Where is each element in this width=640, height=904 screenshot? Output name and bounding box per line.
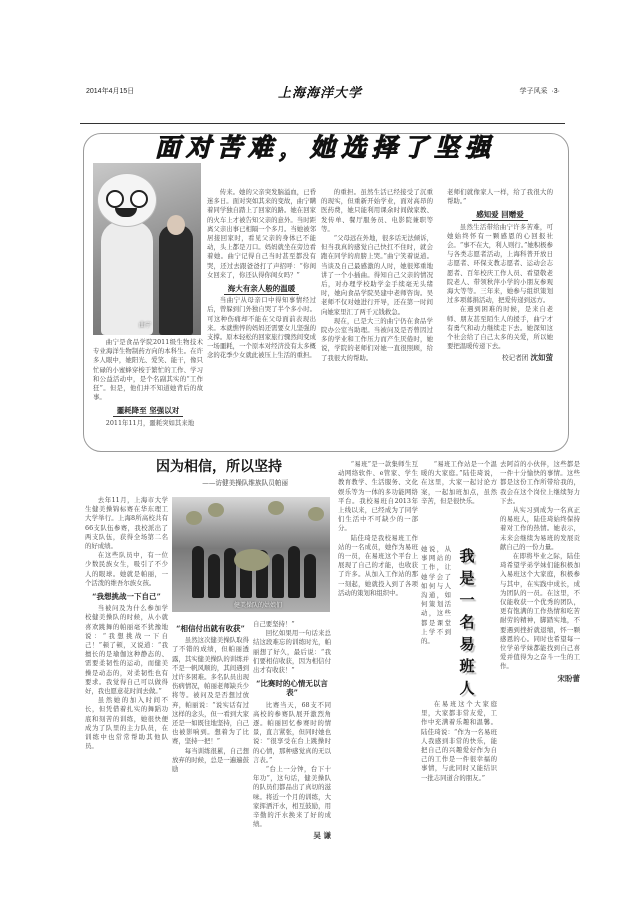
mascot-mouth bbox=[115, 208, 137, 217]
team-member bbox=[208, 554, 220, 598]
article3-column-2-top bbox=[421, 460, 497, 540]
paragraph: 在这些队员中，有一位少数民族女生，吸引了不少人的眼球。她就是帕丽，一个活泼的维吾尔族女孩。 bbox=[85, 551, 168, 587]
photo-caption: 健美操队的姑娘们 bbox=[234, 602, 283, 609]
paragraph: 虽然这次健美操队取得了不错的成绩，但帕丽透露，其实健美操队的训练并不是一帆风顺的，其间遇到过许多困难。多名队员出现伤病情况，帕丽老师缺兵少将等。被问及是否想过放弃，帕丽说：“说实话有过这样的念头，但一看到大家还是一如既往地坚持，自己也被影响到。想着为了比赛，坚持一把！” bbox=[172, 636, 249, 746]
team-member bbox=[288, 546, 300, 598]
team-member bbox=[272, 554, 284, 598]
article1-title: 面对苦难，她选择了坚强 bbox=[154, 133, 496, 162]
section-name: 学子风采 bbox=[519, 88, 548, 95]
paragraph: 虽然她的加入时间不长，但凭借着扎实的舞蹈功底和刻苦的训练，她很快便成为了队里的主力队员，在训练中也常常帮助其他队员。 bbox=[85, 696, 168, 751]
paragraph: 老师们就像家人一样，给了我很大的帮助。” bbox=[447, 188, 553, 206]
article3-column-2-bottom bbox=[421, 700, 497, 842]
byline: 校记者团 沈如萤 bbox=[502, 353, 553, 363]
mascot-head bbox=[97, 173, 157, 227]
intro-paragraph: 曲宁是食品学院2011级生物技术专业海洋生物制药方向的本科生。在许多人眼中，她阳光、爱笑、能干，像只忙碌的小蜜蜂穿梭于繁忙的工作、学习和公益活动中，是个名副其实的“工作狂”。但是，他们并不知道她背后的故事。 bbox=[93, 338, 203, 402]
article3-column-3 bbox=[500, 460, 580, 842]
paragraph: 当曲宁从母亲口中得知事情经过后，曾躲到门外独自哭了半个多小时。可这种伤痛却不能在父母面前表现出来。本就憔悴的妈妈还需要女儿坚强的支撑。原本轻松的回家旅行骤然间变成一场噩耗，一个原本对经济没有太多概念的花季少女就此被压上生活的重担。 bbox=[207, 296, 316, 360]
paragraph: 当被问及为什么参加学校健美操队的时候，从小就喜欢跳舞的帕丽毫不犹豫地说：“我想挑战一下自己！”顿了顿，又说道：“我擅长的是瑜伽这种静态的、需要柔韧性的运动，而健美操是动态的，对柔韧性也有要求。我觉得自己可以做得好，我也愿意花时间去做。” bbox=[85, 604, 168, 696]
paragraph: 去年11月，上海市大学生健美操锦标赛在华东理工大学举行。上海8所高校共有66支队伍参赛，我校派出了两支队伍，获得全场第二名的好成绩。 bbox=[85, 496, 168, 551]
pompom bbox=[268, 501, 284, 515]
article2-subtitle: ——访健美操队维族队员帕丽 bbox=[202, 479, 288, 487]
issue-date: 2014年4月15日 bbox=[86, 88, 135, 95]
section-label bbox=[520, 86, 560, 96]
article3-column-2-side bbox=[421, 545, 451, 695]
paragraph: 现在，已是大三的曲宁仍在食品学院办公室当助理。当被问及是否曾因过多的学业和工作压力而产生厌倦时，她说，学院的老师们对她一直很照顾，给了我很大的帮助。 bbox=[321, 316, 433, 362]
pompom bbox=[234, 549, 270, 571]
paragraph: 在即将毕业之际，陆佳琦希望学弟学妹们能积极加入易班这个大家庭，积极参与其中，在实践中成长，成为团队的一员。在这里，不仅能收获一个优秀的团队，更有饱满的工作热情和吃苦耐劳的精神，脚踏实地，不要遇到挫折就退缩，怀一颗感恩的心。同时也希望每一位学弟学妹都能找到自己喜爱并值得为之奋斗一生的工作。 bbox=[500, 552, 580, 671]
byline: 吴 谦 bbox=[313, 831, 331, 841]
subheading: 噩耗降至 坚强以对 bbox=[93, 406, 203, 415]
paragraph: 在遇到困难的时候，是来自老师、朋友甚至陌生人的援手，曲宁才有勇气和动力继续走下去。她深知这个社会给了自己太多的关爱，所以她要把温暖传递下去。 bbox=[447, 305, 553, 351]
paragraph: 虽然生活带给曲宁许多苦难，可她始终怀有一颗感恩的心回报社会。“事不在大，利人则行。”她积极参与各类志愿者活动，上海科普开放日志愿者、环保支教志愿者、运动会志愿者、百年校庆工作人员、看望敬老院老人、带领秋萍小学的小朋友参观海大等等。三年来，她参与组织策划过多项募捐活动，把爱传递到远方。 bbox=[447, 222, 553, 305]
paragraph: 陆佳琦是我校易班工作站的一名成员，她作为易班的一员，在易班这个平台上展现了自己的才能，也收获了许多。从加入工作站的那一刻起，她就投入到了各项活动的策划和组织中。 bbox=[338, 533, 418, 597]
paragraph: 比赛当天，68支不同高校的参赛队展开激烈角逐。帕丽回忆参赛时的情景，直言紧张，但同时她也说：“很享受在台上跳操时的心情，那种感觉真的无以言表。” bbox=[253, 700, 331, 764]
header-rule bbox=[80, 123, 565, 124]
subheading: 海大有亲人般的温暖 bbox=[207, 284, 316, 293]
masthead-logo: 上海海洋大学 bbox=[277, 86, 362, 101]
paragraph: “易班”是一款集师生互动网络软件、e管家、学生教育教学、生活服务、文化娱乐等为一体的多功能网络平台。我校易班自2013年上线以来，已经成为了同学们生活中不可缺少的一部分。 bbox=[338, 460, 418, 533]
mascot-body bbox=[101, 221, 153, 335]
subheading: 感知爱 回赠爱 bbox=[447, 210, 553, 219]
paragraph: 去阿首的小伙伴，这些都是一件十分愉快的事情。这些都是这份工作所带给我的，我会在这个岗位上继续努力下去。 bbox=[500, 460, 580, 505]
pompom bbox=[308, 507, 324, 521]
pompom bbox=[208, 503, 224, 517]
article1-column-4 bbox=[447, 188, 553, 446]
subheading: “比赛时的心情无以言表” bbox=[256, 679, 328, 698]
article1-column-1 bbox=[93, 338, 203, 448]
paragraph: “易班工作站是一个温暖的大家庭。”陆佳琦说，在这里，大家一起讨论方案，一起加班加点，虽然辛苦，但是很快乐。 bbox=[421, 460, 497, 505]
article2-column-1 bbox=[85, 496, 168, 842]
team-member bbox=[192, 546, 204, 598]
paragraph: “父母远在外地，很多话无法倾诉，但当我真的感觉自己快扛不住时，就会跑在同学的肩膀上哭。”曲宁笑着说道。当谈及自己最感激的人时，她很郑重地讲了一个小插曲。得知自己父亲的情况后，对办理学校助学金手续毫无头绪时，她向食品学院吴建中老师咨询。吴老师不仅对她进行开导，还在第一时间向她家里汇了两千元钱救急。 bbox=[321, 234, 433, 316]
paragraph: 从实习到成为一名真正的易班人，陆佳琦始终保持着对工作的热情。她表示，未来会继续为易班的发展贡献自己的一份力量。 bbox=[500, 506, 580, 551]
paragraph: 传来。她的父亲突发脑溢血，已昏迷多日。面对突如其来的变故，曲宁瞒着同学独自踏上了回家的路。她在回家的火车上才被告知父亲的意外。当时距离父亲出事已相隔一个多月。当她被邻居接回家时，看见父亲的身体已不能动，头上都是刀口。妈妈就坐在旁边看着她。曲宁记得自己当时甚至都没有哭，还过去跟爸爸打了声招呼：“你闺女回来了，你还认得你闺女吗？” bbox=[207, 188, 316, 279]
paragraph: 她说，从事网站的工作，让她学会了如何与人沟通，如何策划活动，这些都是课堂上学不到的。 bbox=[421, 545, 451, 646]
article1-column-2 bbox=[207, 188, 316, 446]
person-face bbox=[167, 215, 185, 235]
paragraph: 自己要坚持！” bbox=[253, 620, 295, 628]
article1-photo bbox=[93, 163, 201, 335]
byline: 宋盼蕾 bbox=[557, 673, 580, 683]
paragraph: 2011年11月，噩耗突如其来地 bbox=[105, 418, 195, 427]
paragraph: 回忆如果用一句话来总结这段难忘的训练时光，帕丽想了好久，最后说：“我们要相信收获，因为相信付出才有收获！” bbox=[253, 629, 331, 675]
mascot-eye bbox=[106, 190, 124, 208]
article2-column-2 bbox=[172, 620, 249, 842]
article3-title: 我 是 一 名 易 班 人 bbox=[459, 547, 475, 697]
mascot-eye bbox=[130, 190, 148, 208]
article2-column-3 bbox=[253, 620, 331, 842]
article3-column-1 bbox=[338, 460, 418, 842]
paragraph: 在易班这个大家庭里，大家都非常友爱，工作中充满着乐趣和温馨。陆佳琦说：“作为一名易班人我感到非常的快乐，能把自己的兴趣爱好作为自己的工作是一件很幸福的事情，与此同时又能结识一批志同道合的朋友。” bbox=[421, 700, 497, 782]
paragraph: 的重担。虽然生活已经接受了沉重的现实，但重新开始学业，面对高昂的医药费，她只能利用课余时间做家教、发传单、餐厅服务员、电影院兼职等等。 bbox=[321, 188, 433, 233]
pompom bbox=[186, 511, 202, 525]
page-number: ·3· bbox=[551, 88, 560, 95]
article2-title: 因为相信，所以坚持 bbox=[156, 459, 282, 475]
subheading: “相信付出就有收获” bbox=[176, 624, 245, 633]
article1-column-3 bbox=[321, 188, 433, 446]
paragraph: “台上一分钟，台下十年功”，这句话，健美操队的队员们都品出了真切的滋味。将近一个月的训练，大家挥洒汗水，相互鼓励，用辛勤的汗水换来了好的成绩。 bbox=[253, 765, 331, 829]
photo-caption: 曲宁 bbox=[139, 322, 152, 329]
team-member bbox=[304, 554, 316, 598]
article2-photo bbox=[172, 497, 330, 612]
person-figure bbox=[159, 225, 193, 335]
subheading: “我想挑战一下自己” bbox=[92, 592, 161, 602]
paragraph: 每当训练很累，自己想放弃的时候，总是一遍遍鼓励 bbox=[172, 746, 249, 774]
